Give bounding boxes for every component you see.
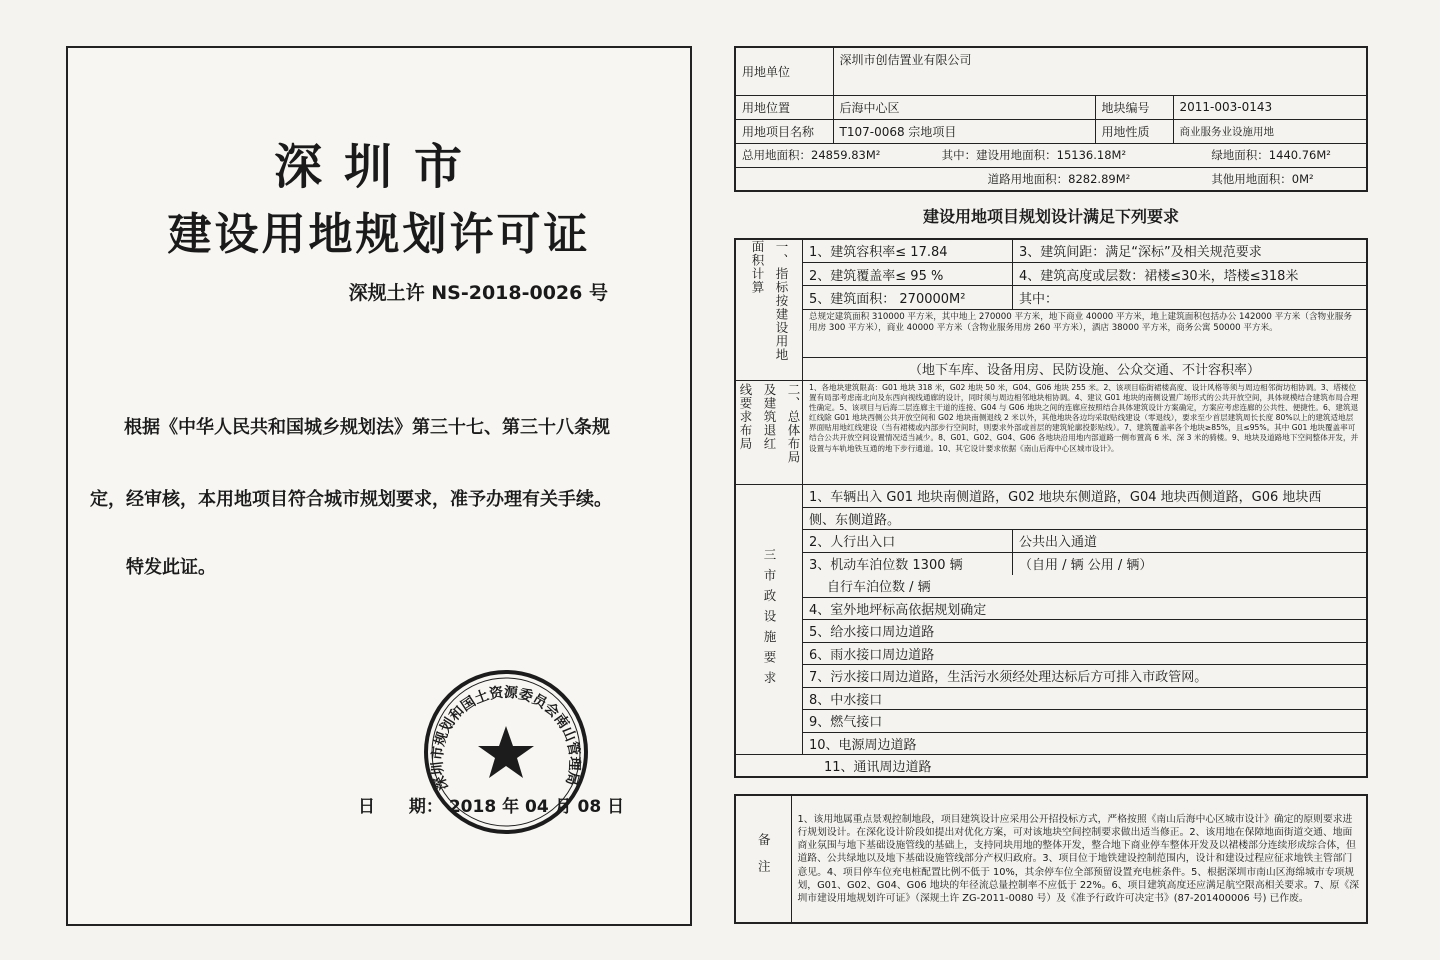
total-area: 总用地面积：24859.83M² xyxy=(742,148,881,162)
vehicle-access-2: 侧、东侧道路。 xyxy=(803,507,1368,530)
coverage-item: 2、建筑覆盖率≤ 95 % xyxy=(803,262,1013,285)
parking-breakdown: （自用 / 辆 公用 / 辆） xyxy=(1013,552,1368,575)
permit-title: 建设用地规划许可证 xyxy=(167,209,591,260)
power: 10、电源周边道路 xyxy=(803,732,1368,755)
project-label: 用地项目名称 xyxy=(735,119,833,143)
approval-paragraph-1: 根据《中华人民共和国城乡规划法》第三十七、第三十八条规 xyxy=(124,417,610,438)
section-1-col-a: 面积计算 xyxy=(750,240,765,294)
spacing-item: 3、建筑间距：满足“深标”及相关规范要求 xyxy=(1013,239,1368,262)
water-supply: 5、给水接口周边道路 xyxy=(803,620,1368,643)
pedestrian-label: 2、人行出入口 xyxy=(803,530,1013,553)
date-label-1: 日 xyxy=(358,797,375,817)
area-row-1 xyxy=(735,143,1367,167)
parking-count: 3、机动车泊位数 1300 辆 xyxy=(803,552,1013,575)
notes-header xyxy=(735,795,791,923)
section-3-header xyxy=(735,485,803,755)
permit-detail-page xyxy=(734,46,1368,926)
unit-value: 深圳市创佶置业有限公司 xyxy=(833,47,1367,95)
permit-cover-page xyxy=(66,46,692,926)
telecom: 11、通讯周边道路 xyxy=(735,755,1367,778)
nature-value: 商业服务业设施用地 xyxy=(1173,119,1367,143)
notes-table xyxy=(734,794,1368,924)
section-2-header xyxy=(735,381,803,485)
rainwater: 6、雨水接口周边道路 xyxy=(803,642,1368,665)
bike-parking: 自行车泊位数 / 辆 xyxy=(803,575,1368,598)
section-2-col-b1: 二、总体布局 xyxy=(786,382,801,464)
floor-area-detail: 总规定建筑面积 310000 平方米，其中地上 270000 平方米，地下商业 40000 平方米，地上建筑面积包括办公 142000 平方米（含物业服务用房 300 平方米），商业 40000 平方米（含物业服务用房 260 平方米），酒店 38000 平方米，商务公寓 50000 平方米。 xyxy=(803,309,1368,357)
layout-requirements: 1、各地块建筑限高：G01 地块 318 米，G02 地块 50 米，G04、G06 地块 255 米。2、该项目临街裙楼高度、设计风格等须与周边相邻街坊相协调。3、塔楼位置有局部考虑南北向及东西向视线通廊的设计，同时须与周边相邻地块相协调。4、建议 G01 地块的南侧设置广场形式的公共开放空间，具体规模结合建筑布局合理性确定。5、该项目与后海二层连廊主干道的连接、G04 与 G06 地块之间的连廊应按照结合具体建筑设计方案确定，方案应考虑连廊的公共性、便捷性。6、建筑退红线除 G01 地块西侧公共开放空间和 G02 地块南侧退线 2 米以外，其他地块各边均采取贴线建设（零退线），要求至少首层建筑周长长度 80%以上的建筑适地层界面贴用地红线建设（当有裙楼或内部步行空间时，则要求外部或首层的建筑轮廓投影贴线）。7、建筑覆盖率各个地块≥85%，且≤95%。其中 G01 地块覆盖率可结合公共开放空间设置情况适当减少。8、G01、G02、G04、G06 各地块沿用地内部道路一侧布置高 6 米、深 3 米的骑楼。9、地块及道路地下空间整体开发，并设置与车轨地铁互通的地下步行通道。10、其它设计要求依据《南山后海中心区城市设计》。 xyxy=(803,381,1368,485)
land-info-table xyxy=(734,46,1368,192)
section-1-col-b: 一、指标按建设用地 xyxy=(774,240,789,362)
section-2-col-b2: 及建筑退红 xyxy=(762,382,777,450)
ground-elevation: 4、室外地坪标高依据规划确定 xyxy=(803,597,1368,620)
excluded-items: （地下车库、设备用房、民防设施、公众交通、不计容积率） xyxy=(803,357,1368,380)
floor-area-item: 5、建筑面积： 270000M² xyxy=(803,286,1013,309)
star-seal-icon xyxy=(478,726,534,778)
notes-label: 备注 xyxy=(756,832,772,886)
location-value: 后海中心区 xyxy=(833,95,1095,119)
city-title: 深圳市 xyxy=(273,139,484,195)
vehicle-access-1: 1、车辆出入 G01 地块南侧道路，G02 地块东侧道路，G04 地块西侧道路，G06 地块西 xyxy=(803,485,1368,508)
section-3-col-a: 三市政设施要求 xyxy=(762,547,777,692)
floor-area-breakdown-label: 其中： xyxy=(1013,286,1368,309)
pedestrian-value: 公共出入通道 xyxy=(1013,530,1368,553)
height-item: 4、建筑高度或层数：裙楼≤30米，塔楼≤318米 xyxy=(1013,262,1368,285)
issue-date-row xyxy=(358,792,624,817)
date-label-2: 期： xyxy=(408,797,443,817)
other-area: 其他用地面积：0M² xyxy=(1211,171,1314,186)
parcel-label: 地块编号 xyxy=(1095,95,1173,119)
construction-area: 其中：建设用地面积：15136.18M² xyxy=(941,148,1127,162)
requirements-title: 建设用地项目规划设计满足下列要求 xyxy=(922,207,1179,226)
location-label: 用地位置 xyxy=(735,95,833,119)
section-1-header xyxy=(735,239,803,381)
permit-number: 深规土许 NS-2018-0026 号 xyxy=(348,282,608,304)
seal-text: 深圳市规划和国土资源委员会南山管理局 xyxy=(429,684,583,793)
approval-paragraph-3: 特发此证。 xyxy=(126,557,216,578)
parcel-value: 2011-003-0143 xyxy=(1173,95,1367,119)
road-area: 道路用地面积：8282.89M² xyxy=(987,171,1131,186)
unit-label: 用地单位 xyxy=(735,47,833,95)
section-2-col-a: 线要求布局 xyxy=(738,382,753,450)
issue-date: 2018 年 04 月 08 日 xyxy=(448,797,625,817)
gas: 9、燃气接口 xyxy=(803,710,1368,733)
notes-text: 1、该用地属重点景观控制地段，项目建筑设计应采用公开招投标方式，严格按照《南山后海中心区城市设计》确定的原则要求进行规划设计。在深化设计阶段如提出对优化方案，可对该地块空间控制要求做出适当修正。2、该用地在保障地面街道交通、地面商业氛围与地下基础设施管线的基础上，支持同块用地的整体开发，整合地下商业停车整体开发及以裙楼部分连续形成综合体，但道路、公共绿地以及地下基础设施管线部分产权归政府。3、项目位于地铁建设控制范围内，设计和建设过程应征求地铁主管部门意见。4、项目停车位充电桩配置比例不低于 10%，其余停车位全部预留设置充电桩条件。5、根据深圳市南山区海绵城市专项规划，G01、G02、G04、G06 地块的年径流总量控制率不应低于 22%。6、项目建筑高度还应满足航空限高相关要求。7、原《深圳市建设用地规划许可证》（深规土许 ZG-2011-0080 号）及《准予行政许可决定书》(87-201400006 号) 已作废。 xyxy=(791,795,1367,923)
green-area: 绿地面积：1440.76M² xyxy=(1211,148,1331,162)
requirements-table xyxy=(734,238,1368,778)
nature-label: 用地性质 xyxy=(1095,119,1173,143)
project-value: T107-0068 宗地项目 xyxy=(833,119,1095,143)
area-row-2 xyxy=(735,167,1367,191)
far-item: 1、建筑容积率≤ 17.84 xyxy=(803,239,1013,262)
reclaimed-water: 8、中水接口 xyxy=(803,687,1368,710)
approval-paragraph-2: 定，经审核，本用地项目符合城市规划要求，准予办理有关手续。 xyxy=(90,489,612,510)
sewage: 7、污水接口周边道路，生活污水须经处理达标后方可排入市政管网。 xyxy=(803,665,1368,688)
